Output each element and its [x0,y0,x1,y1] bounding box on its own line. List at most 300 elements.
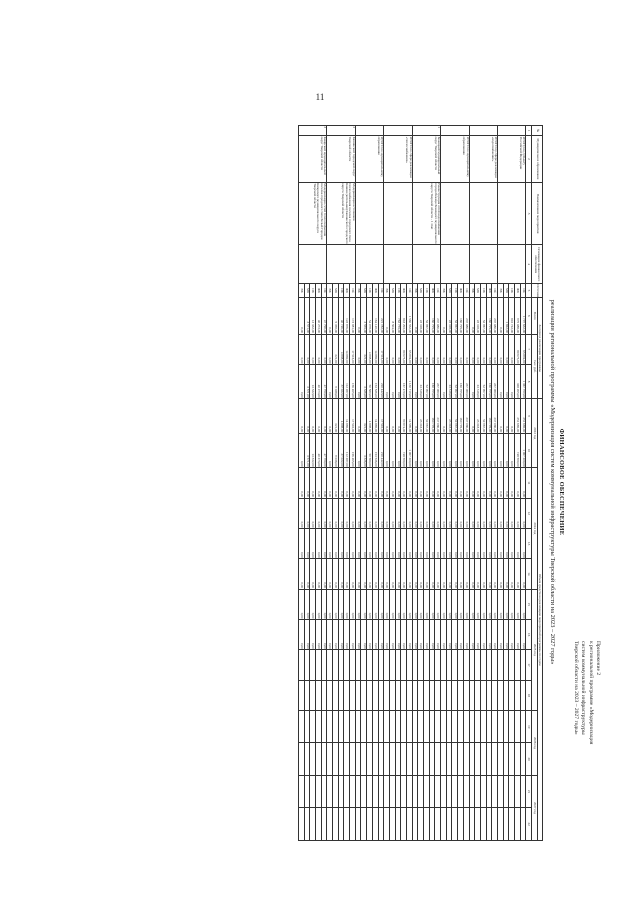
empty-cell [418,711,424,743]
empty-cell [486,650,492,680]
amount-cell: 160 795,00 [429,364,435,398]
amount-cell: 0,00 [350,468,356,498]
amount-cell: 0,00 [435,334,441,364]
amount-cell: 0,00 [372,498,378,528]
amount-cell: 0,00 [509,399,515,433]
amount-cell: 0,00 [435,528,441,558]
amount-cell: 54 078,00 [367,298,373,334]
empty-cell [469,743,475,775]
amount-cell: 0,00 [492,334,498,364]
amount-cell: 0,00 [355,364,361,398]
empty-cell [406,650,412,680]
empty-cell [412,711,418,743]
amount-cell: 0,00 [389,498,395,528]
empty-cell [304,680,310,710]
amount-cell: 251 669,00 [515,399,521,433]
amount-cell: 0,00 [372,619,378,649]
group-status [327,245,355,283]
amount-cell: 0,00 [355,559,361,589]
empty-cell [412,743,418,775]
source-cell: ОБ [310,283,316,297]
source-cell: МБ [446,283,452,297]
group-num [384,126,412,136]
amount-cell: 1 367 799,00 [520,364,526,398]
amount-cell: 0,00 [304,498,310,528]
amount-cell: 0,00 [418,498,424,528]
empty-cell [509,775,515,807]
amount-cell: 237 080,00 [435,298,441,334]
amount-cell: 0,00 [338,619,344,649]
amount-cell: 0,00 [367,589,373,619]
empty-cell [310,743,316,775]
amount-cell: 0,00 [441,433,447,467]
amount-cell: 0,00 [480,334,486,364]
amount-cell: 0,00 [441,498,447,528]
amount-cell: 0,00 [503,619,509,649]
group-municipality: ИТОГО по муниципальному образованию [441,136,469,183]
amount-cell: 0,00 [429,468,435,498]
amount-cell: 0,00 [463,334,469,364]
amount-cell: 0,00 [469,298,475,334]
amount-cell: 0,00 [310,399,316,433]
amount-cell: 210 442,00 [378,364,384,398]
source-cell: ФБ [458,283,464,297]
amount-cell: 0,00 [469,364,475,398]
source-cell: ФБ [372,283,378,297]
amount-cell: 23 318,00 [418,298,424,334]
amount-cell: 0,00 [310,468,316,498]
empty-cell [475,711,481,743]
empty-cell [458,711,464,743]
empty-cell [327,808,333,841]
amount-cell: 23 318,00 [446,364,452,398]
empty-cell [480,808,486,841]
empty-cell [475,808,481,841]
column-index: 11 [526,468,532,498]
source-cell: ОБ [509,283,515,297]
amount-cell: 0,00 [389,364,395,398]
empty-cell [378,650,384,680]
amount-cell: 0,00 [497,468,503,498]
empty-cell [395,743,401,775]
amount-cell: 0,00 [452,498,458,528]
empty-cell [367,808,373,841]
empty-cell [458,808,464,841]
column-index: 12 [526,498,532,528]
amount-cell: 0,00 [515,619,521,649]
amount-cell: 0,00 [520,589,526,619]
header-total-period: За период реализации программы [537,298,542,399]
amount-cell: 0,00 [503,528,509,558]
group-status [384,245,412,283]
empty-cell [333,743,339,775]
empty-cell [412,680,418,710]
amount-cell: 0,00 [315,619,321,649]
amount-cell: 0,00 [509,468,515,498]
amount-cell: 0,00 [418,468,424,498]
group-num: 2 [327,126,355,136]
appendix-line: систем коммунальной инфраструктуры [580,641,587,735]
empty-cell [503,680,509,710]
amount-cell: 0,00 [338,468,344,498]
amount-cell: 0,00 [486,433,492,467]
amount-cell: 0,00 [469,399,475,433]
source-cell: МБ [503,283,509,297]
amount-cell: 0,00 [355,498,361,528]
amount-cell: 0,00 [480,589,486,619]
empty-cell [452,743,458,775]
amount-cell: 0,00 [429,528,435,558]
source-cell: ВБ [355,283,361,297]
amount-cell: 0,00 [463,589,469,619]
empty-cell [424,743,430,775]
amount-cell: 0,00 [406,589,412,619]
empty-cell [503,650,509,680]
column-index: 20 [526,743,532,775]
amount-cell: 0,00 [469,498,475,528]
empty-cell [344,680,350,710]
empty-cell [406,775,412,807]
amount-cell: 0,00 [361,498,367,528]
amount-cell: 160 795,00 [458,364,464,398]
amount-cell: 0,00 [304,528,310,558]
column-index: 15 [526,589,532,619]
amount-cell: 0,00 [492,619,498,649]
amount-cell: 0,00 [441,364,447,398]
amount-cell: 237 080,00 [492,399,498,433]
empty-cell [321,743,327,775]
amount-cell: 9 038,00 [333,364,339,398]
amount-cell: 0,00 [321,619,327,649]
amount-cell: 0,00 [338,528,344,558]
source-cell: ОБ [424,283,430,297]
amount-cell: 0,00 [389,589,395,619]
title-line-2: реализации региональной программы «Модернизация систем коммунальной инфраструктуры Тверской области на 2023 – 2027 годы» [549,299,557,665]
empty-cell [350,650,356,680]
amount-cell: 0,00 [429,619,435,649]
empty-cell [452,711,458,743]
amount-cell: 0,00 [384,433,390,467]
amount-cell: 0,00 [327,589,333,619]
empty-cell [469,650,475,680]
amount-cell: 0,00 [503,334,509,364]
source-cell: ФБ [344,283,350,297]
column-index: 22 [526,808,532,841]
column-index: 9 [526,399,532,433]
empty-cell [486,711,492,743]
amount-cell: 3 571,00 [304,364,310,398]
header-share: тыс. руб. [532,334,537,399]
empty-cell [395,808,401,841]
empty-cell [486,680,492,710]
header-year-2024: 2024 год [532,468,537,589]
amount-cell: 0,00 [344,619,350,649]
amount-cell: 0,00 [298,468,304,498]
amount-cell: 0,00 [361,589,367,619]
amount-cell: 0,00 [384,298,390,334]
amount-cell: 0,00 [492,498,498,528]
amount-cell: 65 894,00 [406,334,412,364]
amount-cell: 0,00 [458,528,464,558]
amount-cell: 0,00 [321,498,327,528]
empty-cell [401,743,407,775]
amount-cell: 0,00 [395,589,401,619]
empty-cell [480,650,486,680]
empty-cell [315,775,321,807]
amount-cell: 0,00 [395,619,401,649]
amount-cell: 0,00 [452,468,458,498]
empty-cell [315,743,321,775]
amount-cell: 0,00 [310,334,316,364]
amount-cell: 0,00 [497,559,503,589]
group-measure [384,182,412,245]
empty-cell [389,650,395,680]
amount-cell: 0,00 [321,334,327,364]
amount-cell: 748 590,00 [515,433,521,467]
empty-cell [298,808,304,841]
empty-cell [372,743,378,775]
amount-cell: 251 669,00 [520,399,526,433]
empty-cell [452,650,458,680]
amount-cell: 237 080,00 [463,399,469,433]
amount-cell: 0,00 [503,468,509,498]
empty-cell [492,808,498,841]
amount-cell: 0,00 [509,528,515,558]
empty-cell [458,650,464,680]
group-num [441,126,469,136]
empty-cell [361,775,367,807]
amount-cell: 0,00 [310,528,316,558]
amount-cell: 0,00 [446,619,452,649]
amount-cell: 47 790,00 [321,364,327,398]
amount-cell: 0,00 [497,589,503,619]
amount-cell: 0,00 [327,619,333,649]
amount-cell: 0,00 [304,399,310,433]
empty-cell [338,711,344,743]
column-index: 8 [526,364,532,398]
amount-cell: 0,00 [469,433,475,467]
group-num [497,126,525,136]
amount-cell: 0,00 [418,559,424,589]
amount-cell: 0,00 [384,364,390,398]
empty-cell [310,775,316,807]
amount-cell: 0,00 [509,364,515,398]
amount-cell: 0,00 [509,498,515,528]
empty-cell [298,775,304,807]
amount-cell: 0,00 [401,619,407,649]
empty-cell [509,743,515,775]
amount-cell: 0,00 [446,498,452,528]
amount-cell: 0,00 [463,468,469,498]
amount-cell: 0,00 [515,498,521,528]
amount-cell: 13 332,00 [310,364,316,398]
amount-cell: 237 080,00 [492,298,498,334]
source-cell: МБ [475,283,481,297]
empty-cell [452,775,458,807]
amount-cell: 0,00 [424,433,430,467]
amount-cell: 0,00 [304,559,310,589]
amount-cell: 0,00 [327,364,333,398]
empty-cell [384,711,390,743]
amount-cell: 0,00 [458,334,464,364]
empty-cell [298,680,304,710]
source-cell: ОБ [480,283,486,297]
amount-cell: 0,00 [446,334,452,364]
source-cell: ВБ [298,283,304,297]
amount-cell: 3 571,00 [304,433,310,467]
empty-cell [458,743,464,775]
header-year-2023: 2023 год [532,399,537,468]
group-measure [469,182,497,245]
empty-cell [333,775,339,807]
empty-cell [441,650,447,680]
amount-cell: 0,00 [480,528,486,558]
empty-cell [497,680,503,710]
empty-cell [355,775,361,807]
header-year-2026: 2026 год [532,711,537,776]
empty-cell [452,808,458,841]
empty-cell [315,808,321,841]
amount-cell: 9 038,00 [333,433,339,467]
amount-cell: 0,00 [412,559,418,589]
empty-cell [509,650,515,680]
amount-cell: 0,00 [372,589,378,619]
empty-cell [338,808,344,841]
table-row [492,126,498,841]
empty-cell [367,775,373,807]
source-cell: ФБ [315,283,321,297]
empty-cell [327,680,333,710]
group-municipality: ИТОГО по сфере реализации «теплоснабжение» [384,136,412,183]
source-cell: МБ [333,283,339,297]
amount-cell: 0,00 [497,528,503,558]
source-cell: ФБ [429,283,435,297]
amount-cell: 0,00 [372,468,378,498]
empty-cell [401,680,407,710]
amount-cell: 0,00 [475,498,481,528]
amount-cell: 0,00 [452,528,458,558]
amount-cell: 0,00 [458,589,464,619]
empty-cell [486,775,492,807]
amount-cell: 3 326,00 [361,433,367,467]
amount-cell: 23 318,00 [446,298,452,334]
amount-cell: 0,00 [441,298,447,334]
empty-cell [355,650,361,680]
empty-cell [520,743,526,775]
amount-cell: 0,00 [435,498,441,528]
empty-cell [435,650,441,680]
amount-cell: 0,00 [424,619,430,649]
amount-cell: 160 795,00 [458,399,464,433]
amount-cell: 0,00 [304,619,310,649]
amount-cell: 0,00 [344,559,350,589]
empty-cell [515,680,521,710]
amount-cell: 0,00 [429,589,435,619]
empty-cell [463,680,469,710]
table-row [463,126,469,841]
amount-cell: 0,00 [333,589,339,619]
column-index: 5 [526,283,532,297]
source-cell: ОБ [367,283,373,297]
amount-cell: 1 822,00 [503,298,509,334]
amount-cell: 0,00 [463,528,469,558]
amount-cell: 0,00 [497,433,503,467]
amount-cell: 50 580,00 [367,364,373,398]
header-volume: Объем средств на реализацию мероприятий программы по годам [537,399,542,841]
amount-cell: 0,00 [412,589,418,619]
empty-cell [367,711,373,743]
column-index: 16 [526,619,532,649]
amount-cell: 0,00 [395,364,401,398]
empty-cell [350,743,356,775]
empty-cell [435,808,441,841]
empty-cell [333,680,339,710]
source-cell: ФБ [486,283,492,297]
amount-cell: 23 318,00 [446,399,452,433]
amount-cell: 0,00 [384,589,390,619]
amount-cell: 0,00 [367,528,373,558]
empty-cell [469,711,475,743]
empty-cell [372,808,378,841]
empty-cell [515,711,521,743]
empty-cell [344,808,350,841]
empty-cell [333,650,339,680]
amount-cell: 0,00 [367,619,373,649]
amount-cell: 0,00 [441,468,447,498]
empty-cell [509,808,515,841]
table-row [378,126,384,841]
column-index: 10 [526,433,532,467]
page-number: 11 [315,92,325,102]
empty-cell [361,808,367,841]
amount-cell: 0,00 [441,559,447,589]
amount-cell: 0,00 [401,528,407,558]
empty-cell [509,711,515,743]
empty-cell [355,808,361,841]
empty-cell [338,680,344,710]
amount-cell: 0,00 [327,468,333,498]
amount-cell: 0,00 [418,619,424,649]
empty-cell [503,743,509,775]
empty-cell [486,808,492,841]
empty-cell [367,680,373,710]
column-index: 4 [526,245,532,283]
amount-cell: 0,00 [298,334,304,364]
empty-cell [424,808,430,841]
empty-cell [384,650,390,680]
amount-cell: 0,00 [384,399,390,433]
amount-cell: 0,00 [344,498,350,528]
empty-cell [384,743,390,775]
empty-cell [361,743,367,775]
amount-cell: 0,00 [480,559,486,589]
source-cell: ФБ [401,283,407,297]
amount-cell: 123 876,00 [344,298,350,334]
empty-cell [446,680,452,710]
source-cell: ВБ [441,283,447,297]
empty-cell [441,680,447,710]
empty-cell [429,808,435,841]
financial-table-body [298,126,531,841]
amount-cell: 13 332,00 [310,298,316,334]
amount-cell: 0,00 [412,298,418,334]
amount-cell: 0,00 [458,619,464,649]
amount-cell: 0,00 [384,468,390,498]
header-source: Источник [532,283,543,297]
amount-cell: 0,00 [378,468,384,498]
amount-cell: 0,00 [350,528,356,558]
amount-cell: 37 022,00 [338,433,344,467]
